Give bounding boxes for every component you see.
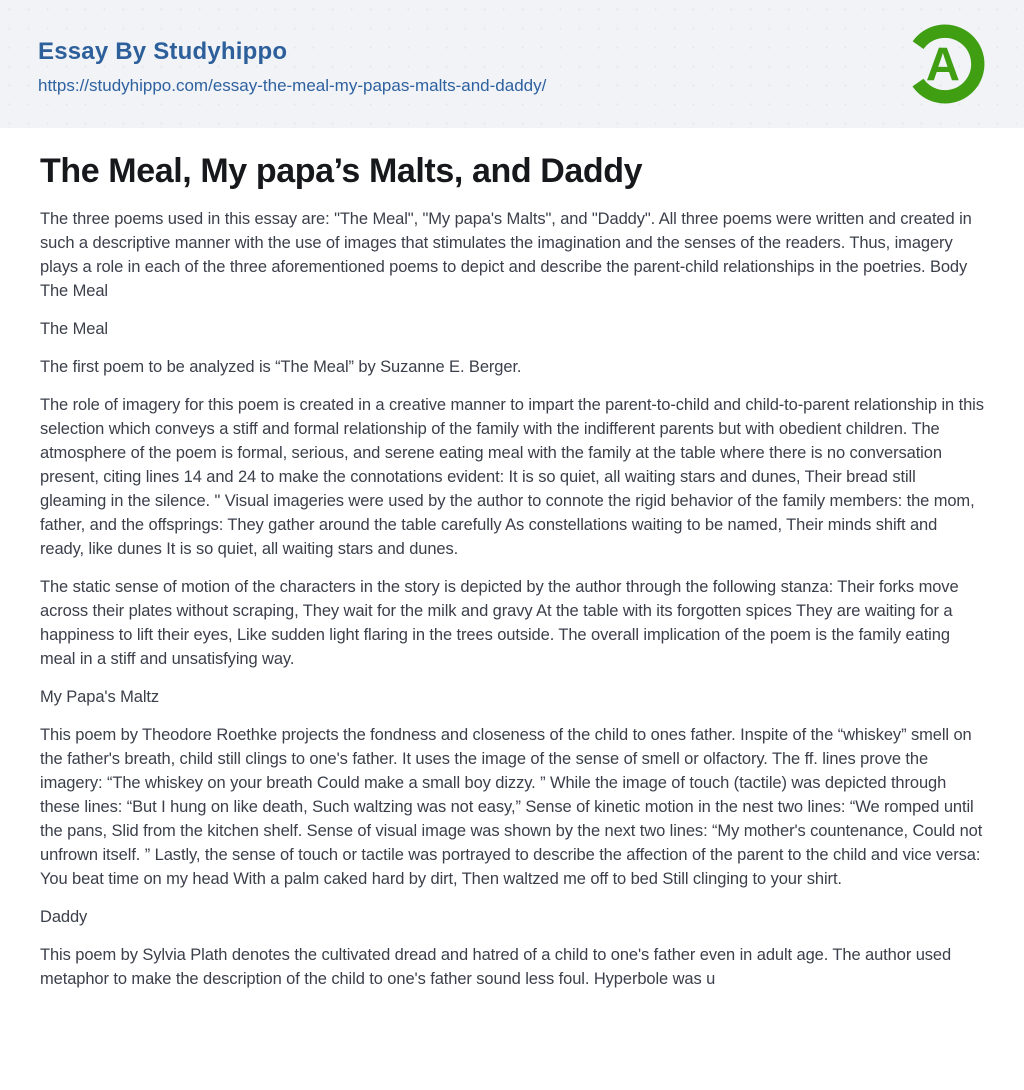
- section-heading-the-meal: The Meal: [40, 319, 108, 338]
- paragraph-imagery-role: The role of imagery for this poem is created in a creative manner to impart the parent-to-child and child-to-parent relationship in this selection which conveys a stiff and formal relationship of the family with the indifferent parents but with obedient children. The atmosphere of the poem is formal, serious, and serene eating meal with the family at the table where there is no conversation present, citing lines 14 and 24 to make the connotations evident: It is so quiet, all waiting stars and dunes, Their bread still gleaming in the silence. " Visual imageries were used by the author to connote the rigid behavior of the family members: the mom, father, and the offsprings: They gather around the table carefully As constellations waiting to be named, Their minds shift and ready, like dunes It is so quiet, all waiting stars and dunes.: [40, 395, 984, 558]
- paragraph-static-motion: The static sense of motion of the characters in the story is depicted by the author through the following stanza: Their forks move across their plates without scraping, They wait for the milk and gravy At the table with its forgotten spices They are waiting for a happiness to lift their eyes, Like sudden light flaring in the trees outside. The overall implication of the poem is the family eating meal in a stiff and unsatisfying way.: [40, 577, 959, 668]
- essay-title: The Meal, My papa’s Malts, and Daddy: [40, 152, 643, 190]
- intro-paragraph: The three poems used in this essay are: "The Meal", "My papa's Malts", and "Daddy". All three poems were written and created in such a descriptive manner with the use of images that stimulates the imagination and the senses of the readers. Thus, imagery plays a role in each of the three aforementioned poems to depict and describe the parent-child relationships in the poetries. Body The Meal: [40, 209, 972, 300]
- logo-letter: A: [925, 37, 960, 91]
- paragraph-plath: This poem by Sylvia Plath denotes the cultivated dread and hatred of a child to one's father even in adult age. The author used metaphor to make the description of the child to one's father sound less foul. Hyperbole was u: [40, 945, 952, 988]
- essay-content: [0, 128, 1024, 991]
- studyhippo-logo[interactable]: [904, 23, 986, 105]
- header-text-block: [38, 32, 546, 96]
- section-heading-my-papas-maltz: My Papa's Maltz: [40, 687, 160, 706]
- paragraph-first-poem: The first poem to be analyzed is “The Meal” by Suzanne E. Berger.: [40, 357, 522, 376]
- section-heading-daddy: Daddy: [40, 907, 88, 926]
- paragraph-roethke: This poem by Theodore Roethke projects the fondness and closeness of the child to ones father. Inspite of the “whiskey” smell on the father's breath, child still clings to one's father. It uses the image of the sense of smell or olfactory. The ff. lines prove the imagery: “The whiskey on your breath Could make a small boy dizzy. ” While the image of touch (tactile) was depicted through these lines: “But I hung on like death, Such waltzing was not easy,” Sense of kinetic motion in the nest two lines: “We romped until the pans, Slid from the kitchen shelf. Sense of visual image was shown by the next two lines: “My mother's countenance, Could not unfrown itself. ” Lastly, the sense of touch or tactile was portrayed to describe the affection of the parent to the child and vice versa: You beat time on my head With a palm caked hard by dirt, Then waltzed me off to bed Still clinging to your shirt.: [40, 725, 983, 888]
- page-header: [0, 0, 1024, 128]
- page-url-link[interactable]: https://studyhippo.com/essay-the-meal-my-papas-malts-and-daddy/: [38, 76, 547, 95]
- site-name-link[interactable]: Essay By Studyhippo: [38, 38, 288, 65]
